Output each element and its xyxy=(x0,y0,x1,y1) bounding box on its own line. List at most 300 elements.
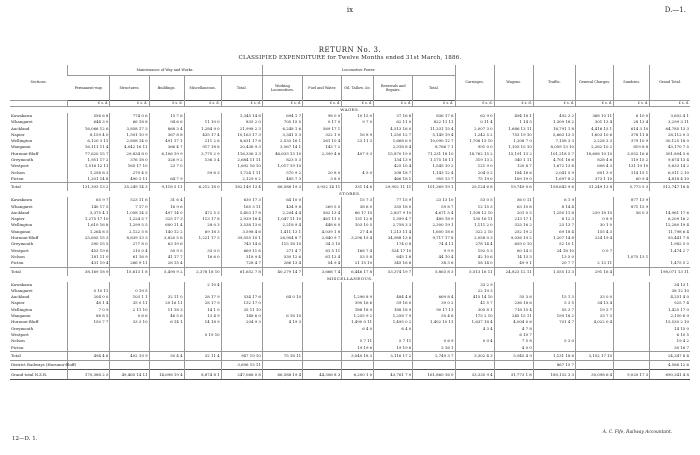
amount-cell: 7 5 8 xyxy=(494,338,533,344)
amount-cell xyxy=(533,345,575,352)
col-general-charges: General Charges. xyxy=(576,65,614,101)
amount-cell: 835 2 0 xyxy=(221,119,262,125)
amount-cell: 28 13 4 xyxy=(614,119,650,125)
amount-cell: 15 7 3 xyxy=(342,197,374,203)
amount-cell: 2,129 0 2 xyxy=(221,176,262,183)
amount-cell: 7,158 3 3 xyxy=(533,138,575,144)
row-label: Picton xyxy=(11,175,24,181)
total-cell: 3,040 18 3 xyxy=(342,351,374,360)
section-heading: WAGES. xyxy=(340,107,360,112)
amount-cell: 56 0 11 xyxy=(494,197,533,203)
amount-cell: 2,808 14 0 xyxy=(110,138,149,144)
amount-cell: 50 9 5 xyxy=(149,248,184,254)
total-cell: 1,131 18 6 xyxy=(533,351,575,360)
amount-cell: 0 19 5 xyxy=(110,288,149,294)
row-label: District Railways (Hurunui-Bluff) xyxy=(10,360,68,369)
col-carriages: Carriages. xyxy=(455,65,494,101)
amount-cell: 530 12 6 xyxy=(262,254,302,260)
amount-cell: 15 7 6 xyxy=(149,113,184,119)
amount-cell: 49,465 14 11 xyxy=(110,369,149,379)
amount-cell: 1,143 12 4 xyxy=(413,170,455,176)
amount-cell: 132 17 0 xyxy=(221,300,262,306)
amount-cell: 175 2 10 xyxy=(455,313,494,319)
amount-cell: 19 3 7 xyxy=(576,307,614,313)
amount-cell: 130 16 11 xyxy=(455,216,494,222)
amount-cell xyxy=(110,345,149,352)
row-label: Whangarei xyxy=(11,287,33,293)
amount-cell: 524 17 10 xyxy=(374,248,413,254)
amount-cell: 2,399 4 6 xyxy=(303,151,342,157)
amount-cell: 1,108 12 10 xyxy=(455,210,494,216)
amount-cell: 20 7 7 xyxy=(533,260,575,267)
amount-cell: 0 6 9 xyxy=(413,338,455,344)
amount-cell: 224 19 4 xyxy=(576,235,614,241)
table-body xyxy=(10,107,690,380)
total-cell: 75 18 11 xyxy=(262,351,302,360)
amount-cell: 41 17 7 xyxy=(149,254,184,260)
amount-cell: 71,231 18 10 xyxy=(413,151,455,157)
amount-cell: 2,840 9 7 xyxy=(303,235,342,241)
amount-cell: 608 4 3 xyxy=(576,163,614,169)
amount-cell: 53 0 5 xyxy=(455,197,494,203)
amount-cell: 1,264 8 5 xyxy=(68,229,110,235)
col-working-locomotives: Working Locomotives. xyxy=(262,76,302,101)
amount-cell: 871 15 9 xyxy=(614,204,650,210)
col-fuel-water: Fuel and Water. xyxy=(303,76,342,101)
amount-cell: 180,132 3 3 xyxy=(533,369,575,379)
amount-cell xyxy=(576,360,614,369)
row-label: Napier xyxy=(11,300,25,306)
row-label: Picton xyxy=(11,260,24,266)
amount-cell xyxy=(262,360,302,369)
amount-cell: 2,300 19 1 xyxy=(413,222,455,228)
amount-cell: 1,017 19 10 xyxy=(262,163,302,169)
amount-cell: 11 18 3 xyxy=(149,307,184,313)
amount-cell: 645 1 6 xyxy=(374,254,413,260)
return-subtitle: CLASSIFIED EXPENDITURE for Twelve Months ended 31st March, 1886. xyxy=(238,55,462,61)
amount-cell: 30 1 0 xyxy=(576,222,614,228)
amount-cell: 325 16 2 xyxy=(494,222,533,228)
row-label: Westport xyxy=(11,163,29,169)
units-cell: £ s. d. xyxy=(149,101,184,107)
amount-cell: 14,961 17 6 xyxy=(650,210,690,216)
amount-cell: 13 5 0 xyxy=(533,254,575,260)
amount-cell: 562 13 4 xyxy=(303,210,342,216)
amount-cell: 4,513 16 0 xyxy=(374,126,413,132)
row-label: Grand total N.Z.R. xyxy=(10,369,68,379)
amount-cell: 15,870 19 0 xyxy=(374,151,413,157)
amount-cell: 4,701 16 6 xyxy=(533,157,575,163)
amount-cell: 376 18 0 xyxy=(110,157,149,163)
amount-cell: 103 10 5 xyxy=(342,222,374,228)
amount-cell: 42 10 6 xyxy=(455,254,494,260)
section-total-row xyxy=(10,267,690,276)
amount-cell: 115 18 10 xyxy=(262,241,302,247)
grand-total-row xyxy=(10,369,690,379)
amount-cell: 3 16 1 xyxy=(413,345,455,352)
amount-cell: 2,041 5 9 xyxy=(533,170,575,176)
amount-cell xyxy=(342,360,374,369)
total-cell: 6,212 18 0 xyxy=(184,183,221,192)
amount-cell: 2,939 18 4 xyxy=(221,216,262,222)
amount-cell: 114 15 1 xyxy=(614,170,650,176)
row-label: Picton xyxy=(11,344,24,350)
amount-cell: 38 12 10 xyxy=(650,288,690,294)
row-label: Hurunui-Bluff xyxy=(11,319,39,325)
amount-cell: 0 10 11 xyxy=(68,288,110,294)
amount-cell: 534 17 6 xyxy=(221,294,262,300)
amount-cell: 705 15 5 xyxy=(262,119,302,125)
amount-cell: 22 19 3 xyxy=(455,288,494,294)
amount-cell: 18,762 15 2 xyxy=(455,151,494,157)
amount-cell: 13 4 9 xyxy=(184,313,221,319)
amount-cell: 181 11 0 xyxy=(68,254,110,260)
amount-cell: 925 7 4 xyxy=(650,300,690,306)
amount-cell: 743 14 6 xyxy=(221,241,262,247)
amount-cell xyxy=(455,345,494,352)
units-cell: £ s. d. xyxy=(221,101,262,107)
amount-cell: 484 4 6 xyxy=(374,294,413,300)
total-cell: 494 4 6 xyxy=(68,351,110,360)
district-railways-row xyxy=(10,360,690,369)
amount-cell: 270 4 5 xyxy=(110,170,149,176)
amount-cell: 165 3 11 xyxy=(221,204,262,210)
row-label: Greymouth xyxy=(11,325,34,331)
amount-cell: 28 17 9 xyxy=(184,294,221,300)
amount-cell: 10 15 0 xyxy=(342,113,374,119)
amount-cell: 166 7 4 xyxy=(342,248,374,254)
amount-cell: 373 1 10 xyxy=(576,176,614,183)
amount-cell: 491 17 1 xyxy=(149,138,184,144)
amount-cell: 1,208 7 0 xyxy=(494,138,533,144)
amount-cell xyxy=(184,345,221,352)
amount-cell: 378 11 8 xyxy=(614,132,650,138)
amount-cell: 119 15 2 xyxy=(614,157,650,163)
amount-cell: 143 7 2 xyxy=(303,144,342,150)
amount-cell: 18,608 10 10 xyxy=(576,151,614,157)
total-cell xyxy=(614,267,650,276)
amount-cell: 49 9 1 xyxy=(494,260,533,267)
amount-cell: 2,262 10 2 xyxy=(576,144,614,150)
amount-cell: 494 18 1 xyxy=(494,113,533,119)
amount-cell: 570 9 2 xyxy=(262,170,302,176)
total-cell: 331 14 6 xyxy=(342,183,374,192)
amount-cell xyxy=(455,360,494,369)
amount-cell: 1,501 10 9 xyxy=(110,132,149,138)
total-cell: 66,588 19 3 xyxy=(262,183,302,192)
amount-cell: 1,495 0 2 xyxy=(374,319,413,325)
col-grand-total: Grand Total. xyxy=(650,65,690,101)
amount-cell: 492 3 2 xyxy=(533,113,575,119)
total-cell: 61,652 7 8 xyxy=(221,267,262,276)
group-locomotive: Locomotive Power. xyxy=(262,65,455,76)
amount-cell: 2,007 3 0 xyxy=(455,126,494,132)
amount-cell: 136 3 4 xyxy=(184,157,221,163)
page-reference: D.—1. xyxy=(664,6,686,14)
total-cell: 3,932 14 11 xyxy=(303,183,342,192)
amount-cell: 239 18 10 xyxy=(576,210,614,216)
amount-cell: 16 6 0 xyxy=(184,254,221,260)
total-cell: 198,071 13 11 xyxy=(650,267,690,276)
amount-cell: 27 4 6 xyxy=(342,229,374,235)
amount-cell: 5,633 14 2 xyxy=(650,163,690,169)
row-label: Wanganui xyxy=(11,144,31,150)
amount-cell: 8,766 7 1 xyxy=(413,144,455,150)
amount-cell: 11 10 0 xyxy=(184,119,221,125)
col-sundries: Sundries. xyxy=(614,65,650,101)
amount-cell xyxy=(494,360,533,369)
row-label: Total xyxy=(10,267,68,276)
amount-cell: 63 19 6 xyxy=(149,241,184,247)
amount-cell: 1,600 18 6 xyxy=(413,229,455,235)
amount-cell: 34 13 1 xyxy=(650,282,690,288)
amount-cell: 8,631 17 6 xyxy=(221,138,262,144)
amount-cell: 65 9 7 xyxy=(68,197,110,203)
amount-cell: 325 17 3 xyxy=(149,216,184,222)
total-cell: 131,393 13 2 xyxy=(68,183,110,192)
amount-cell: 1,258 7 9 xyxy=(374,313,413,319)
amount-cell: 0 19 10 xyxy=(184,332,221,338)
total-cell xyxy=(303,351,342,360)
amount-cell: 25,605 15 3 xyxy=(68,235,110,241)
amount-cell: 2,122 5 8 xyxy=(110,229,149,235)
amount-cell: 90 17 11 xyxy=(413,307,455,313)
total-cell: 182,149 13 4 xyxy=(221,183,262,192)
amount-cell: 3,375 4 1 xyxy=(68,210,110,216)
amount-cell: 4 19 3 xyxy=(262,319,302,325)
amount-cell: 301,804 5 6 xyxy=(650,151,690,157)
amount-cell: 2,204 4 4 xyxy=(262,210,302,216)
amount-cell: 3,052 16 6 xyxy=(614,151,650,157)
amount-cell: 644 3 0 xyxy=(68,119,110,125)
amount-cell: 600 11 4 xyxy=(149,222,184,228)
amount-cell: 2,684 11 11 xyxy=(221,157,262,163)
amount-cell: 184 18 6 xyxy=(494,170,533,176)
amount-cell: 6,248 1 6 xyxy=(262,126,302,132)
amount-cell: 266 9 11 xyxy=(110,260,149,267)
total-cell: 3,302 4 3 xyxy=(455,351,494,360)
total-cell: 291 16 4 xyxy=(576,267,614,276)
amount-cell: 434 9 8 xyxy=(262,204,302,210)
amount-cell xyxy=(614,345,650,352)
amount-cell xyxy=(342,176,374,183)
amount-cell: 62 11 0 xyxy=(374,119,413,125)
amount-cell: 213 17 1 xyxy=(494,216,533,222)
total-cell: 3,152 17 10 xyxy=(576,351,614,360)
amount-cell: 30,125 18 0 xyxy=(650,138,690,144)
amount-cell: 66,588 19 4 xyxy=(262,369,302,379)
amount-cell: 6 10 7 xyxy=(494,332,533,338)
amount-cell: 46,633 13 10 xyxy=(262,151,302,157)
amount-cell: 32 11 0 xyxy=(149,294,184,300)
amount-cell: 3,296 15 4 xyxy=(342,235,374,241)
amount-cell: 34 13 4 xyxy=(576,300,614,306)
amount-cell: 1,637 18 4 xyxy=(455,319,494,325)
amount-cell: 701 4 7 xyxy=(533,319,575,325)
amount-cell: 15,530 2 10 xyxy=(650,319,690,325)
amount-cell: 690,341 4 8 xyxy=(650,369,690,379)
amount-cell: 5 3 0 xyxy=(533,338,575,344)
amount-cell xyxy=(374,360,413,369)
amount-cell: 3,538 13 6 xyxy=(221,222,262,228)
amount-cell: 61 16 9 xyxy=(110,254,149,260)
row-label: Hurunui-Bluff xyxy=(11,235,39,241)
amount-cell: 269 5 0 xyxy=(303,204,342,210)
amount-cell: 103 1 1 xyxy=(110,294,149,300)
amount-cell: 669 11 6 xyxy=(221,248,262,254)
amount-cell: 18,791 1 8 xyxy=(533,126,575,132)
amount-cell: 247,066 0 8 xyxy=(221,369,262,379)
group-maintenance: Maintenance of Way and Works. xyxy=(68,65,263,76)
total-cell: 3,116 17 2 xyxy=(374,351,413,360)
total-cell: 24,347 8 4 xyxy=(650,351,690,360)
amount-cell xyxy=(413,360,455,369)
amount-cell: 210 0 4 xyxy=(110,248,149,254)
amount-cell: 1,296 8 9 xyxy=(342,294,374,300)
amount-cell: 170,388 2 5 xyxy=(68,369,110,379)
amount-cell: 2,150 6 9 xyxy=(650,313,690,319)
amount-cell: 1,258 8 3 xyxy=(68,170,110,176)
amount-cell: 19 19 6 xyxy=(342,345,374,352)
amount-cell: 54 9 4 xyxy=(303,260,342,267)
amount-cell: 8,874 8 1 xyxy=(184,369,221,379)
amount-cell: 204 9 3 xyxy=(221,319,262,325)
amount-cell: 1,345 14 8 xyxy=(221,113,262,119)
amount-cell: 30 16 7 xyxy=(650,345,690,352)
amount-cell: 11,798 6 4 xyxy=(650,229,690,235)
amount-cell: 3,567 14 1 xyxy=(262,144,302,150)
col-buildings: Buildings. xyxy=(149,76,184,101)
row-label: Auckland xyxy=(11,125,30,131)
amount-cell: 390 16 6 xyxy=(342,300,374,306)
amount-cell: 0 0 4 xyxy=(455,338,494,344)
amount-cell: 77,620 15 7 xyxy=(68,151,110,157)
row-label: Westport xyxy=(11,247,29,253)
amount-cell: 728 4 7 xyxy=(221,260,262,267)
amount-cell: 35,098 6 4 xyxy=(576,369,614,379)
amount-cell: 2,758 3 3 xyxy=(374,222,413,228)
amount-cell: 3,598 4 6 xyxy=(221,229,262,235)
amount-cell: 4,251 4 0 xyxy=(650,294,690,300)
amount-cell: 9 9 9 xyxy=(413,248,455,254)
units-cell: £ s. d. xyxy=(614,101,650,107)
amount-cell: 31,773 1 8 xyxy=(494,369,533,379)
amount-cell: 155 4 3 xyxy=(576,229,614,235)
amount-cell: 34,988 13 6 xyxy=(374,235,413,241)
amount-cell: 21,998 2 3 xyxy=(221,126,262,132)
amount-cell: 14 1 0 xyxy=(184,307,221,313)
amount-cell: 823 5 3 xyxy=(262,157,302,163)
amount-cell: 53 5 8 xyxy=(342,254,374,260)
amount-cell: 59 6 3 xyxy=(184,170,221,176)
amount-cell: 319 13 2 xyxy=(455,157,494,163)
amount-cell: 1,213 11 4 xyxy=(374,229,413,235)
amount-cell: 828 4 6 xyxy=(576,157,614,163)
total-cell: 9,118 5 11 xyxy=(149,183,184,192)
amount-cell: 1,284 9 0 xyxy=(184,126,221,132)
amount-cell: 523 11 6 xyxy=(110,197,149,203)
amount-cell: 140 17 5 xyxy=(68,204,110,210)
amount-cell: 39,555 10 1 xyxy=(221,235,262,241)
amount-cell: 63 10 8 xyxy=(494,204,533,210)
row-label: Napier xyxy=(11,216,25,222)
row-label: Wanganui xyxy=(11,228,31,234)
amount-cell xyxy=(614,260,650,267)
amount-cell: 1,402 10 11 xyxy=(413,319,455,325)
units-cell: £ s. d. xyxy=(342,101,374,107)
amount-cell xyxy=(68,345,110,352)
amount-cell: 340 1 11 xyxy=(494,157,533,163)
amount-cell: 29,834 8 0 xyxy=(110,151,149,157)
amount-cell: 1,242 5 2 xyxy=(455,132,494,138)
amount-cell: 120 8 7 xyxy=(494,163,533,169)
amount-cell: 1,474 2 7 xyxy=(650,248,690,254)
amount-cell: 694 1 7 xyxy=(262,113,302,119)
amount-cell: 24 18 10 xyxy=(533,248,575,254)
amount-cell: 497 14 0 xyxy=(149,210,184,216)
amount-cell xyxy=(303,360,342,369)
amount-cell: 33 0 0 xyxy=(576,294,614,300)
amount-cell: 3,820 5 8 xyxy=(149,235,184,241)
amount-cell: 6 4 0 xyxy=(342,326,374,332)
amount-cell: 1,545 10 2 xyxy=(413,163,455,169)
units-cell: £ s. d. xyxy=(494,101,533,107)
amount-cell: 3,775 2 9 xyxy=(184,151,221,157)
amount-cell: 64 7 9 xyxy=(149,176,184,183)
amount-cell: 1,475 5 2 xyxy=(650,260,690,267)
amount-cell: 867 15 7 xyxy=(533,360,575,369)
amount-cell: 14 15 0 xyxy=(650,326,690,332)
amount-cell: 199 18 2 xyxy=(533,313,575,319)
total-cell xyxy=(614,351,650,360)
amount-cell: 1,951 17 2 xyxy=(68,157,110,163)
amount-cell xyxy=(184,360,221,369)
amount-cell: 6,120 3 11 xyxy=(68,138,110,144)
amount-cell: 148 6 0 xyxy=(221,313,262,319)
amount-cell: 23 13 10 xyxy=(413,197,455,203)
amount-cell: 41 5 7 xyxy=(455,300,494,306)
amount-cell: 955 13 7 xyxy=(413,176,455,183)
amount-cell xyxy=(303,345,342,352)
amount-cell xyxy=(262,345,302,352)
amount-cell: 33 3 10 xyxy=(110,319,149,325)
amount-cell: 1,610 16 8 xyxy=(68,222,110,228)
units-cell: £ s. d. xyxy=(184,101,221,107)
amount-cell: 23 11 3 xyxy=(342,138,374,144)
amount-cell: 15,191 13 2 xyxy=(494,151,533,157)
amount-cell: 19 4 2 xyxy=(650,338,690,344)
row-label: Greymouth xyxy=(11,241,34,247)
amount-cell: 278 14 4 xyxy=(455,241,494,247)
page-number: ix xyxy=(346,6,354,14)
amount-cell: 435 17 4 xyxy=(184,132,221,138)
amount-cell: 7 17 0 xyxy=(110,204,149,210)
row-label: Wellington xyxy=(11,306,33,312)
col-permanent-way: Permanent-way. xyxy=(74,85,103,90)
amount-cell: 368 10 11 xyxy=(576,113,614,119)
amount-cell: 81 5 11 xyxy=(303,248,342,254)
amount-cell: 472 5 3 xyxy=(184,210,221,216)
amount-cell: 1,724 1 11 xyxy=(221,170,262,176)
amount-cell: 131 19 10 xyxy=(614,163,650,169)
amount-cell: 4 0 0 xyxy=(494,345,533,352)
amount-cell: 1,275 17 10 xyxy=(68,216,110,222)
amount-cell: 1,224 5 7 xyxy=(110,216,149,222)
amount-cell xyxy=(576,345,614,352)
amount-cell: 425 10 4 xyxy=(374,163,413,169)
section-heading: STORES. xyxy=(339,191,361,197)
amount-cell: 94 6 6 xyxy=(149,119,184,125)
